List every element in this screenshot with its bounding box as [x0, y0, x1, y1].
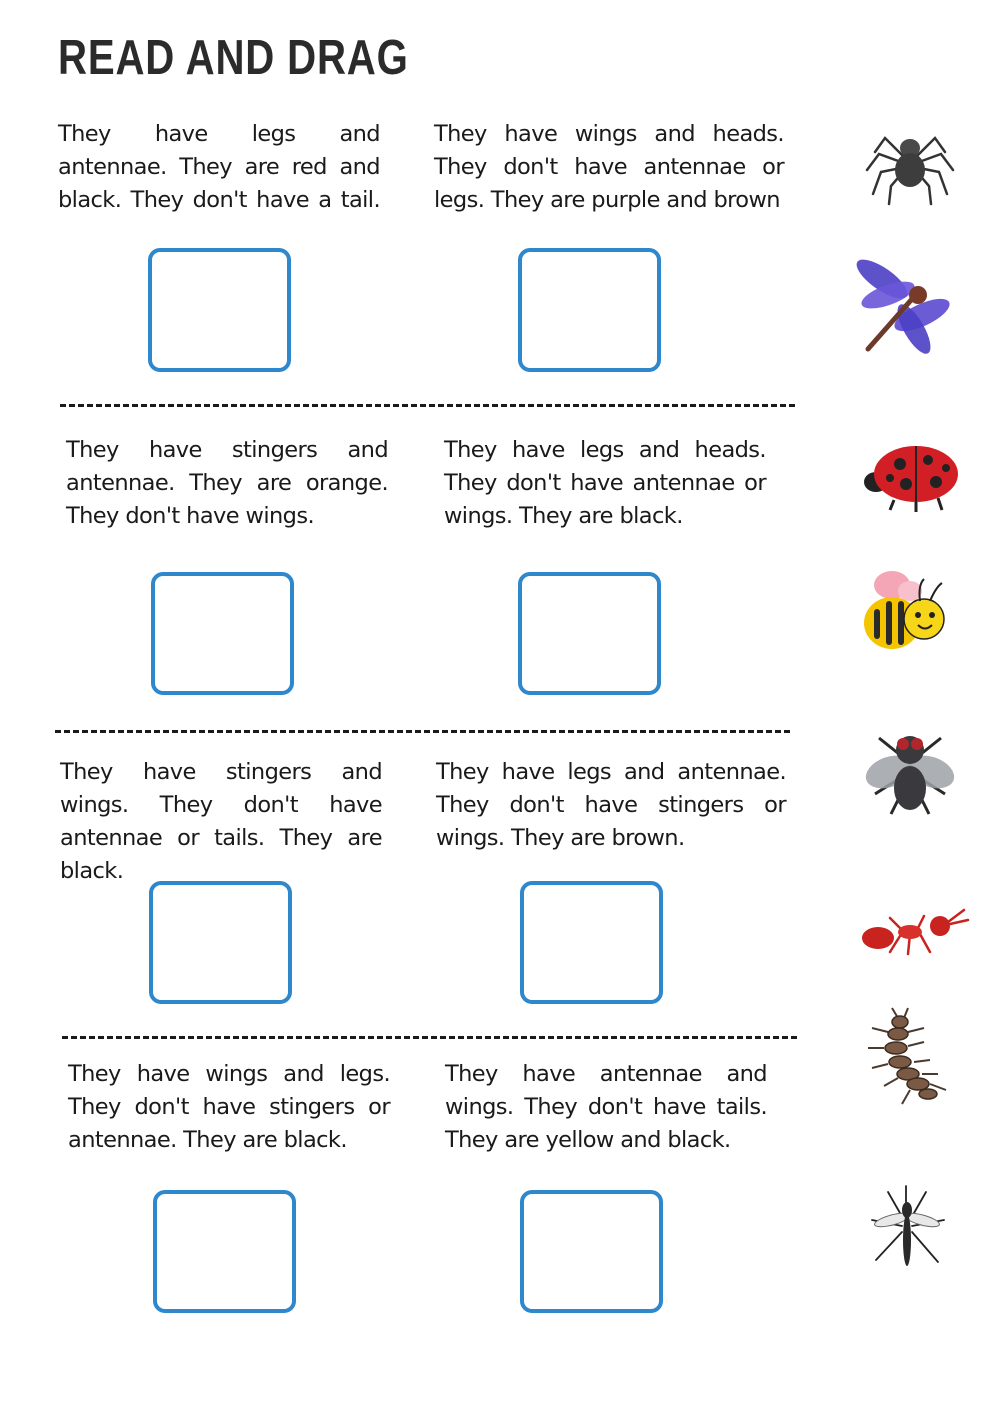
divider-3 [62, 1036, 797, 1039]
mosquito-icon[interactable] [852, 1180, 962, 1280]
clue-text-4: They have legs and heads. They don't have antennae or wings. They are black. [444, 437, 766, 529]
drop-box-7[interactable] [153, 1190, 296, 1313]
clue-text-8: They have antennae and wings. They don't have tails. They are yellow and black. [445, 1061, 767, 1153]
clue-text-6: They have legs and antennae. They don't have stingers or wings. They are brown. [436, 759, 786, 851]
clue-text-1: They have legs and antennae. They are red and black. They don't have a tail. [58, 121, 380, 213]
bee-icon[interactable] [852, 563, 962, 663]
clue-text-3: They have stingers and antennae. They are orange. They don't have wings. [66, 437, 388, 529]
drop-box-4[interactable] [518, 572, 661, 695]
drop-box-2[interactable] [518, 248, 661, 372]
divider-1 [60, 404, 795, 407]
clue-text-7: They have wings and legs. They don't have stingers or antennae. They are black. [68, 1061, 390, 1153]
centipede-icon[interactable] [858, 1012, 968, 1112]
clue-text-5: They have stingers and wings. They don't have antennae or tails. They are black. [60, 759, 382, 884]
drop-box-8[interactable] [520, 1190, 663, 1313]
page-title: READ AND DRAG [58, 31, 409, 85]
fly-icon[interactable] [855, 720, 965, 820]
spider-icon[interactable] [855, 112, 965, 212]
divider-2 [55, 730, 790, 733]
drop-box-1[interactable] [148, 248, 291, 372]
ant-icon[interactable] [860, 880, 970, 980]
clue-text-2: They have wings and heads. They don't have antennae or legs. They are purple and brown [434, 121, 784, 213]
drop-box-3[interactable] [151, 572, 294, 695]
drop-box-5[interactable] [149, 881, 292, 1004]
drop-box-6[interactable] [520, 881, 663, 1004]
dragonfly-icon[interactable] [852, 257, 962, 357]
ladybug-icon[interactable] [858, 424, 968, 524]
